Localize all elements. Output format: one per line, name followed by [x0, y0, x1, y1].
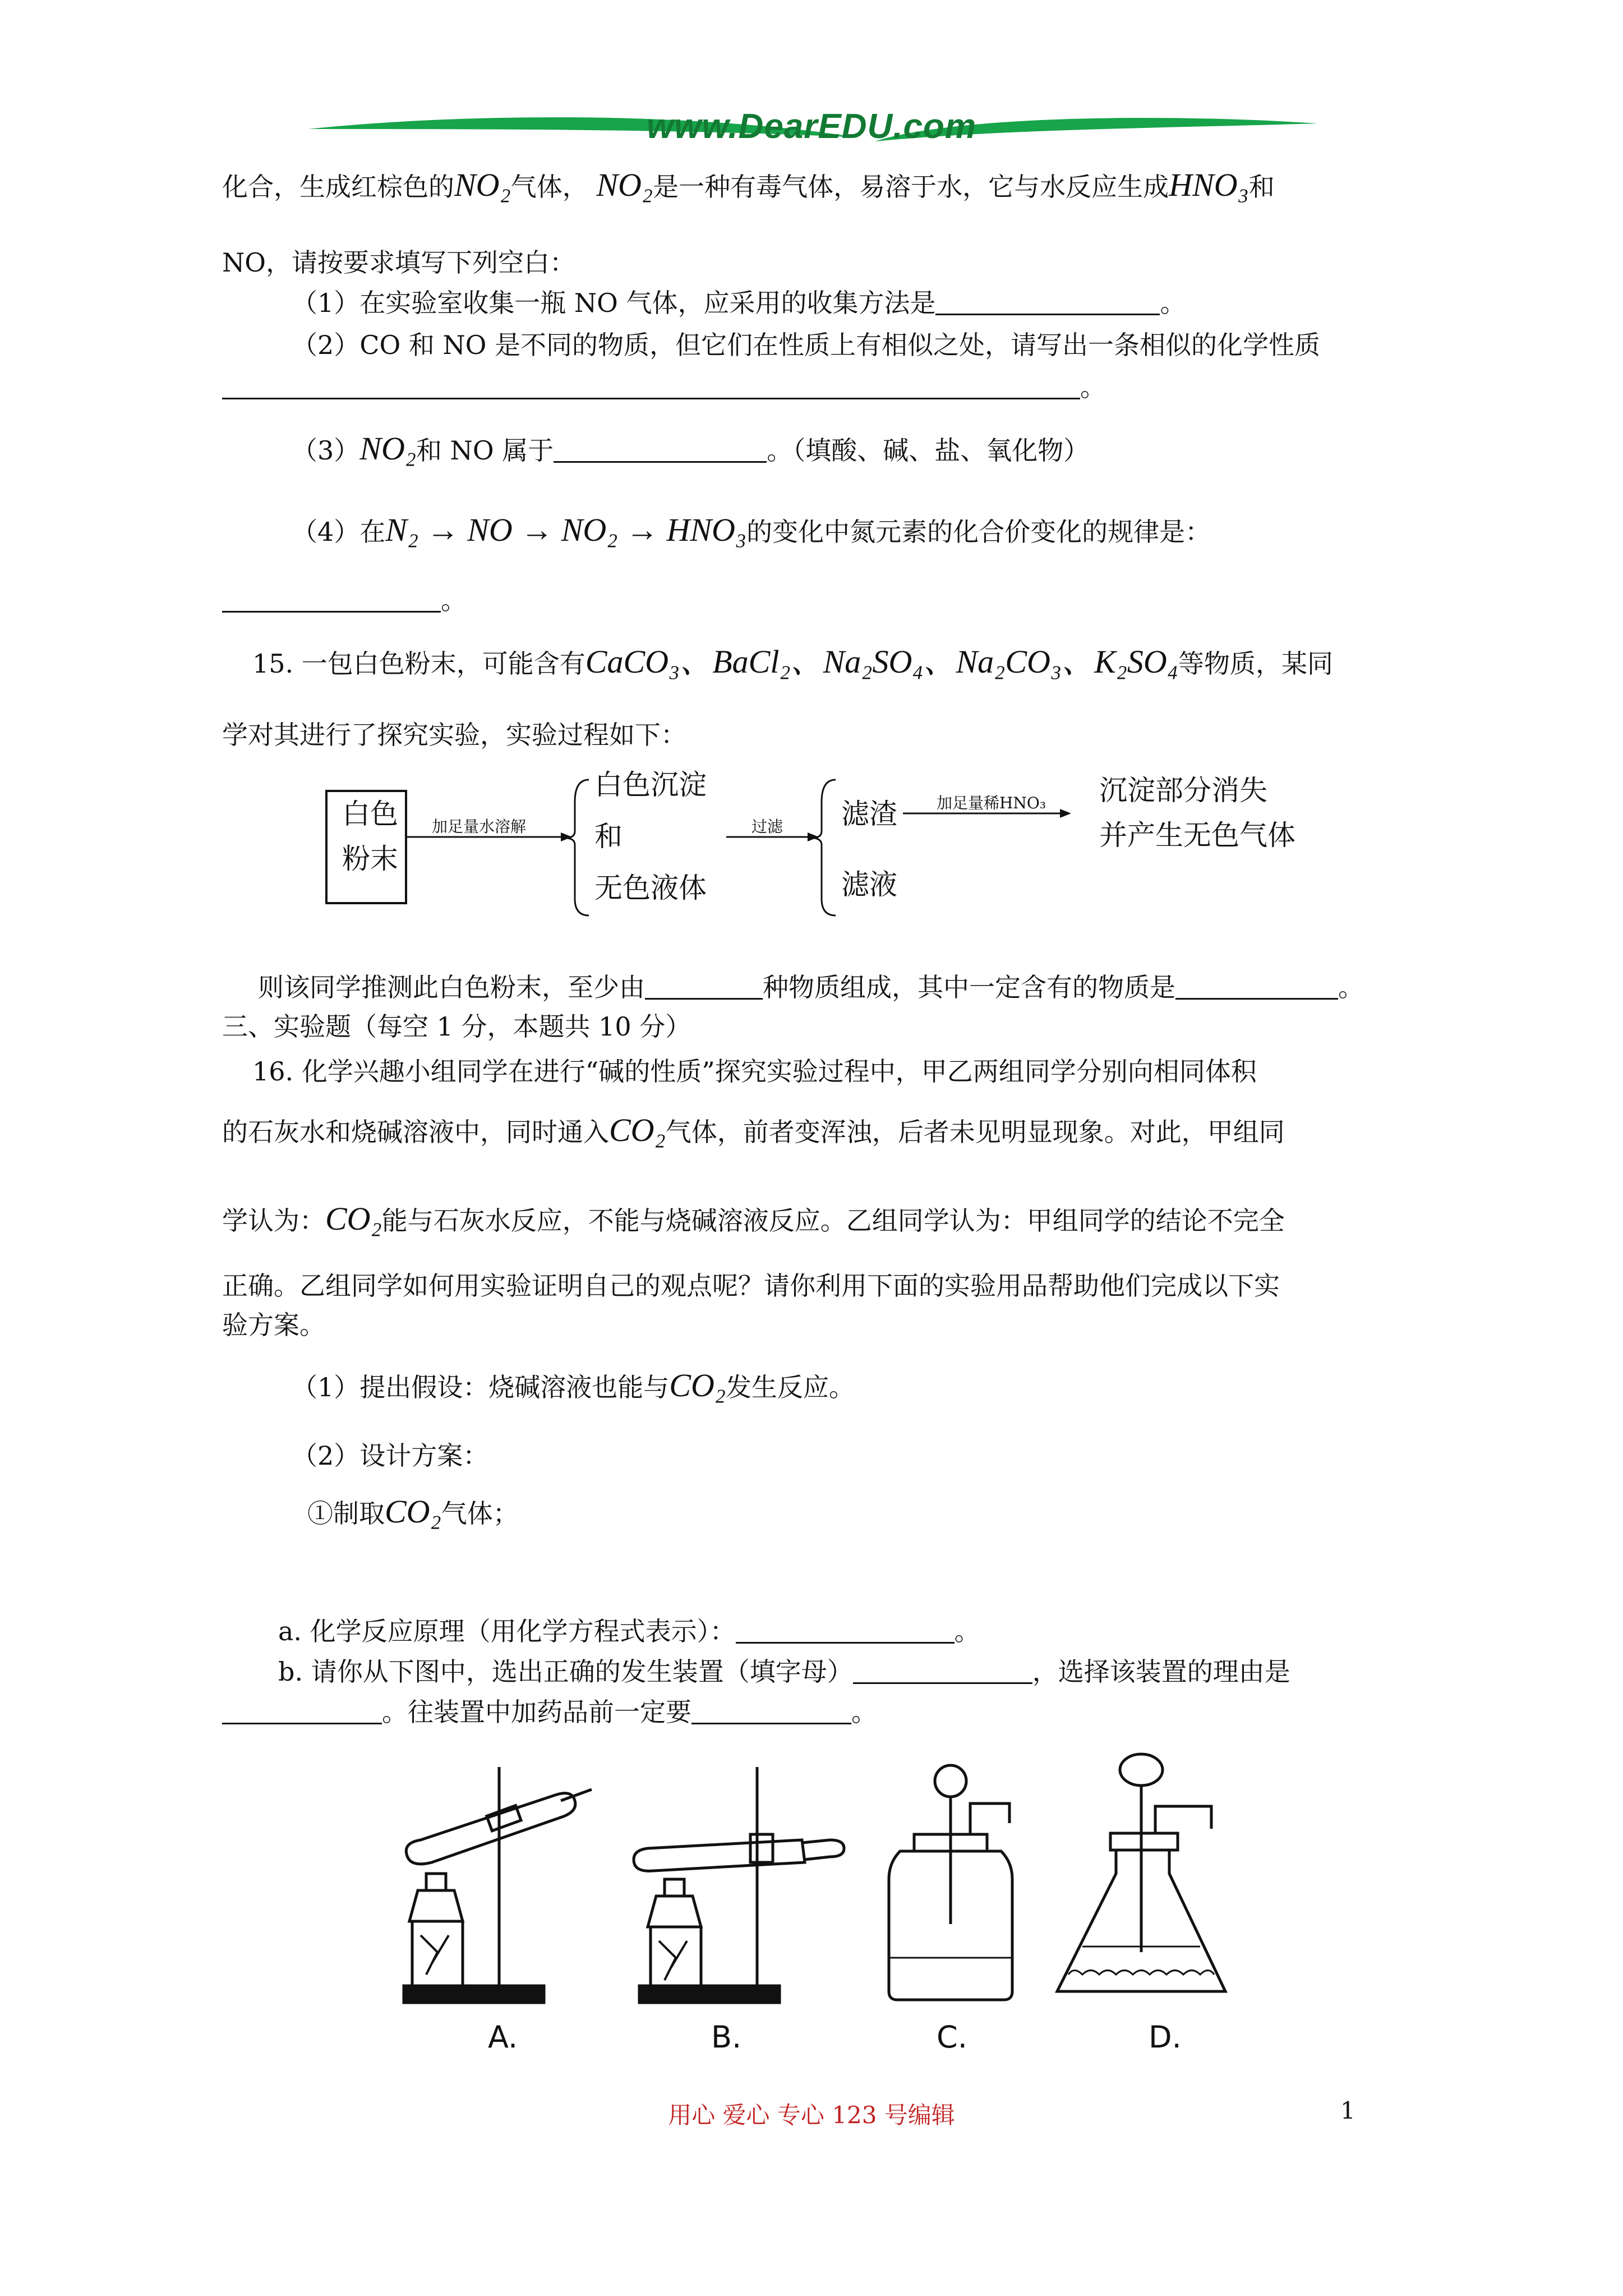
- apparatus-a: [404, 1767, 592, 2003]
- apparatus-c: [889, 1765, 1012, 2000]
- q14-part4-answer: 。: [222, 583, 467, 617]
- flow-arrow1-label: 加足量水溶解: [432, 817, 527, 836]
- q16-line4: 正确。乙组同学如何用实验证明自己的观点呢？请你利用下面的实验用品帮助他们完成以下实: [222, 1271, 1280, 1301]
- formula-co2: CO₂: [325, 1200, 382, 1237]
- formula-no2: NO₂: [596, 167, 653, 203]
- q16-b: b. 请你从下图中，选出正确的发生装置（填字母） ，选择该装置的理由是: [278, 1657, 1290, 1687]
- q15-intro-line1: 15. 一包白色粉末，可能含有CaCO₃、BaCl₂、Na₂SO₄、Na₂CO₃、K₂SO₄等物质，某同: [252, 643, 1333, 680]
- flow-box-line2: 粉末: [342, 843, 398, 875]
- flow-end-line2: 并产生无色气体: [1099, 819, 1295, 852]
- q14-part4: （4）在N₂ → NO → NO₂ → HNO₃的变化中氮元素的化合价变化的规律是：: [292, 512, 1211, 548]
- q16-step1: （1）提出假设：烧碱溶液也能与CO₂发生反应。: [292, 1367, 855, 1404]
- q14-part1: （1）在实验室收集一瓶 NO 气体，应采用的收集方法是 。: [292, 288, 1186, 318]
- answer-blank[interactable]: [935, 289, 1160, 315]
- flow-filtrate: 滤液: [841, 868, 897, 901]
- q16-b-cont: 。往装置中加药品前一定要 。: [222, 1695, 877, 1729]
- apparatus-figure: [387, 1750, 1262, 2064]
- flow-mid-line1: 白色沉淀: [594, 769, 707, 801]
- flow-brace-2: [814, 780, 836, 915]
- formula-no2: NO₂: [454, 167, 511, 203]
- formula-nitrogen-chain: N₂ → NO → NO₂ → HNO₃: [385, 512, 747, 548]
- formula-salts: CaCO₃、BaCl₂、Na₂SO₄、Na₂CO₃、K₂SO₄: [585, 643, 1178, 680]
- flow-brace-1: [568, 780, 589, 915]
- q14-part2-answer: 。: [222, 370, 1106, 404]
- q14-intro-line1: 化合，生成红棕色的NO₂气体， NO₂是一种有毒气体，易溶于水，它与水反应生成HNO₃和: [222, 167, 1275, 203]
- apparatus-d: [1057, 1754, 1225, 1991]
- formula-co2: CO₂: [669, 1367, 726, 1404]
- page-number: 1: [1340, 2097, 1355, 2124]
- apparatus-b: [634, 1767, 844, 2003]
- q16-a: a. 化学反应原理（用化学方程式表示）： 。: [278, 1616, 980, 1646]
- figure-label-a: A.: [488, 2019, 518, 2055]
- figure-label-c: C.: [937, 2019, 967, 2055]
- formula-hno3: HNO₃: [1169, 167, 1249, 203]
- formula-no2: NO₂: [359, 430, 417, 467]
- q16-step3: ①制取CO₂气体；: [307, 1493, 519, 1530]
- flow-mid-line2: 和: [594, 820, 623, 853]
- q14-intro-line2: NO，请按要求填写下列空白：: [222, 247, 575, 278]
- answer-blank[interactable]: [222, 373, 1080, 399]
- q16-line1: 16. 化学兴趣小组同学在进行“碱的性质”探究实验过程中，甲乙两组同学分别向相同体积: [252, 1056, 1257, 1087]
- flow-arrow2-label: 过滤: [751, 817, 783, 836]
- section-title: 三、实验题（每空 1 分，本题共 10 分）: [222, 1011, 691, 1042]
- answer-blank[interactable]: [645, 973, 763, 1000]
- answer-blank[interactable]: [222, 1698, 382, 1724]
- answer-blank[interactable]: [691, 1698, 851, 1724]
- q16-line5: 验方案。: [222, 1310, 325, 1340]
- q16-line2: 的石灰水和烧碱溶液中，同时通入CO₂气体，前者变浑浊，后者未见明显现象。对此，甲组同: [222, 1112, 1285, 1148]
- formula-co2: CO₂: [385, 1493, 441, 1530]
- q14-part3: （3）NO₂和 NO 属于 。（填酸、碱、盐、氧化物）: [292, 430, 1090, 467]
- figure-label-b: B.: [711, 2019, 742, 2055]
- flow-mid-line3: 无色液体: [594, 872, 707, 904]
- answer-blank[interactable]: [853, 1658, 1032, 1684]
- figure-label-d: D.: [1149, 2019, 1182, 2055]
- answer-blank[interactable]: [554, 436, 767, 463]
- q16-step2: （2）设计方案：: [292, 1441, 489, 1471]
- flow-residue: 滤渣: [841, 798, 897, 830]
- flow-end-line1: 沉淀部分消失: [1099, 774, 1267, 807]
- flow-arrow3-label: 加足量稀HNO₃: [937, 794, 1046, 812]
- flow-box-line1: 白色: [342, 798, 398, 830]
- answer-blank[interactable]: [1175, 973, 1338, 1000]
- formula-co2: CO₂: [609, 1112, 666, 1148]
- site-header[interactable]: www.DearEDU.com: [646, 107, 977, 146]
- q14-part2: （2）CO 和 NO 是不同的物质，但它们在性质上有相似之处，请写出一条相似的化学性质: [292, 330, 1321, 360]
- q15-conclusion: 则该同学推测此白色粉末，至少由 种物质组成，其中一定含有的物质是 。: [258, 972, 1364, 1002]
- q16-line3: 学认为：CO₂能与石灰水反应，不能与烧碱溶液反应。乙组同学认为：甲组同学的结论不完全: [222, 1200, 1285, 1237]
- q15-intro-line2: 学对其进行了探究实验，实验过程如下：: [222, 720, 686, 750]
- footer-text: 用心 爱心 专心 123 号编辑: [668, 2101, 955, 2129]
- answer-blank[interactable]: [222, 586, 441, 613]
- answer-blank[interactable]: [736, 1617, 955, 1644]
